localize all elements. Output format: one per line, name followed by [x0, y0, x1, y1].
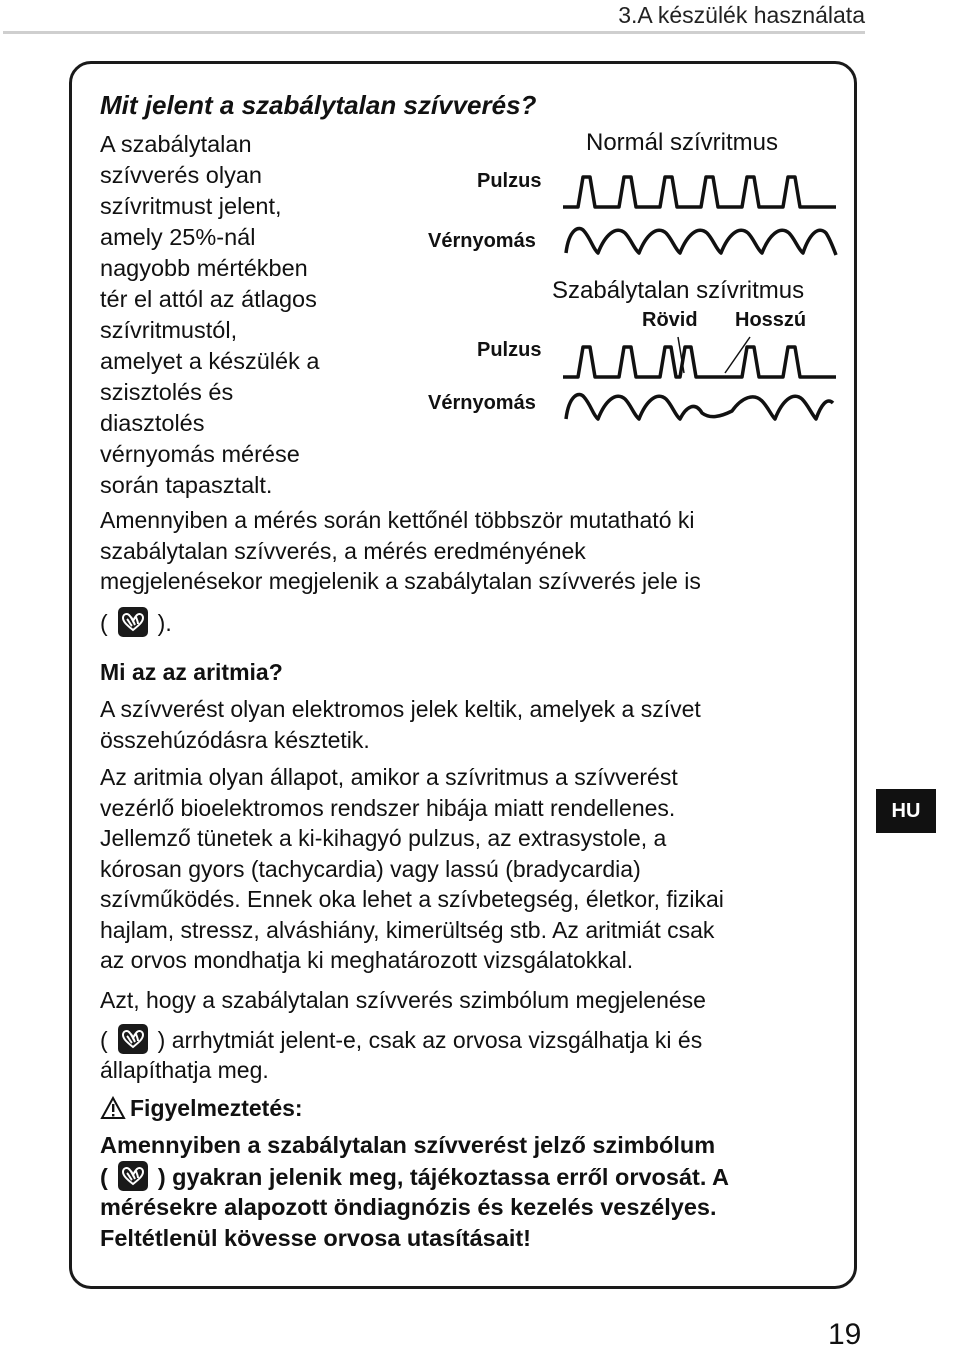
warning-line: Amennyiben a szabálytalan szívverést jelző szimbólum	[100, 1132, 716, 1158]
paragraph-line: megjelenésekor megjelenik a szabálytalan szívverés jele is	[100, 568, 701, 594]
warning-title-text: Figyelmeztetés:	[130, 1095, 303, 1121]
intro-line: amelyet a készülék a	[100, 348, 320, 374]
open-paren: (	[100, 1163, 108, 1190]
irregular-heartbeat-paragraph	[100, 505, 701, 638]
electrical-signals-paragraph	[100, 694, 701, 755]
normal-pulse-label: Pulzus	[477, 170, 542, 192]
paragraph-line: A szívverést olyan elektromos jelek keltik, amelyek a szívet	[100, 696, 701, 722]
short-interval-label: Rövid	[642, 309, 698, 331]
paragraph-line: hajlam, stressz, alváshiány, kimerültség stb. Az aritmiát csak	[100, 916, 715, 943]
intro-line: szívritmust jelent,	[100, 193, 282, 219]
warning-line-rest: ) gyakran jelenik meg, tájékoztassa erről orvosát. A	[157, 1163, 730, 1190]
paragraph-line: Azt, hogy a szabálytalan szívverés szimbólum megjelenése	[100, 987, 706, 1013]
warning-title	[100, 1095, 303, 1122]
open-paren: (	[100, 1026, 108, 1053]
arrhythmia-definition-paragraph	[100, 762, 724, 976]
warning-symbol-line	[100, 1161, 729, 1193]
irregular-heartbeat-icon	[118, 1024, 148, 1054]
irregular-pulse-label: Pulzus	[477, 339, 542, 361]
intro-line: amely 25%-nál	[100, 224, 256, 250]
normal-rhythm-caption: Normál szívritmus	[586, 129, 779, 156]
paragraph-line: Amennyiben a mérés során kettőnél többször mutatható ki	[100, 507, 695, 533]
section-title: Mit jelent a szabálytalan szívverés?	[100, 90, 537, 120]
intro-text	[100, 129, 430, 501]
page-number: 19	[828, 1318, 862, 1351]
doctor-diagnosis-paragraph	[100, 985, 706, 1086]
intro-line: nagyobb mértékben	[100, 255, 308, 281]
paragraph-line: vezérlő bioelektromos rendszer hibája miatt rendellenes.	[100, 794, 676, 821]
intro-line: vérnyomás mérése	[100, 441, 300, 467]
paragraph-line: összehúzódásra késztetik.	[100, 726, 370, 753]
intro-line: A szabálytalan	[100, 131, 252, 157]
intro-line: során tapasztalt.	[100, 472, 273, 498]
intro-line: szívverés olyan	[100, 162, 262, 188]
intro-line: diasztolés	[100, 410, 205, 436]
irregular-pressure-wave	[566, 395, 833, 419]
paragraph-line-rest: ) arrhytmiát jelent-e, csak az orvosa vizsgálhatja ki és	[157, 1026, 703, 1053]
normal-pressure-wave	[566, 229, 836, 255]
warning-line: Feltétlenül kövesse orvosa utasításait!	[100, 1224, 531, 1251]
open-paren: (	[100, 609, 108, 636]
intro-line: szisztolés és	[100, 379, 234, 405]
warning-text	[100, 1130, 729, 1253]
paragraph-line: szívműködés. Ennek oka lehet a szívbetegség, életkor, fizikai	[100, 886, 724, 912]
irregular-pulse-wave	[563, 347, 836, 377]
paragraph-symbol-line	[100, 607, 701, 639]
paragraph-line: Az aritmia olyan állapot, amikor a szívritmus a szívverést	[100, 764, 678, 790]
irregular-heartbeat-icon	[118, 1161, 148, 1191]
irregular-pressure-label: Vérnyomás	[428, 392, 536, 414]
paragraph-line: szabálytalan szívverés, a mérés eredményének	[100, 537, 586, 564]
close-paren: ).	[157, 609, 172, 636]
section-header-title: 3.A készülék használata	[618, 2, 865, 28]
paragraph-line: állapíthatja meg.	[100, 1057, 269, 1083]
heart-rhythm-diagram	[420, 125, 860, 435]
normal-pressure-label: Vérnyomás	[428, 230, 536, 252]
arrhythmia-heading: Mi az az aritmia?	[100, 659, 283, 685]
paragraph-line: kórosan gyors (tachycardia) vagy lassú (bradycardia)	[100, 855, 641, 882]
paragraph-symbol-line	[100, 1024, 706, 1056]
paragraph-line: Jellemző tünetek a ki-kihagyó pulzus, az extrasystole, a	[100, 825, 667, 851]
irregular-heartbeat-icon	[118, 607, 148, 637]
normal-pulse-wave	[563, 177, 836, 207]
intro-line: szívritmustól,	[100, 317, 238, 343]
warning-triangle-icon	[100, 1096, 126, 1120]
paragraph-line: az orvos mondhatja ki meghatározott vizsgálatokkal.	[100, 947, 634, 973]
long-interval-label: Hosszú	[735, 309, 807, 331]
intro-line: tér el attól az átlagos	[100, 286, 317, 312]
warning-line: mérésekre alapozott öndiagnózis és kezelés veszélyes.	[100, 1194, 717, 1220]
irregular-rhythm-caption: Szabálytalan szívritmus	[552, 277, 805, 304]
header-divider	[3, 31, 865, 34]
language-tab: HU	[876, 789, 936, 833]
